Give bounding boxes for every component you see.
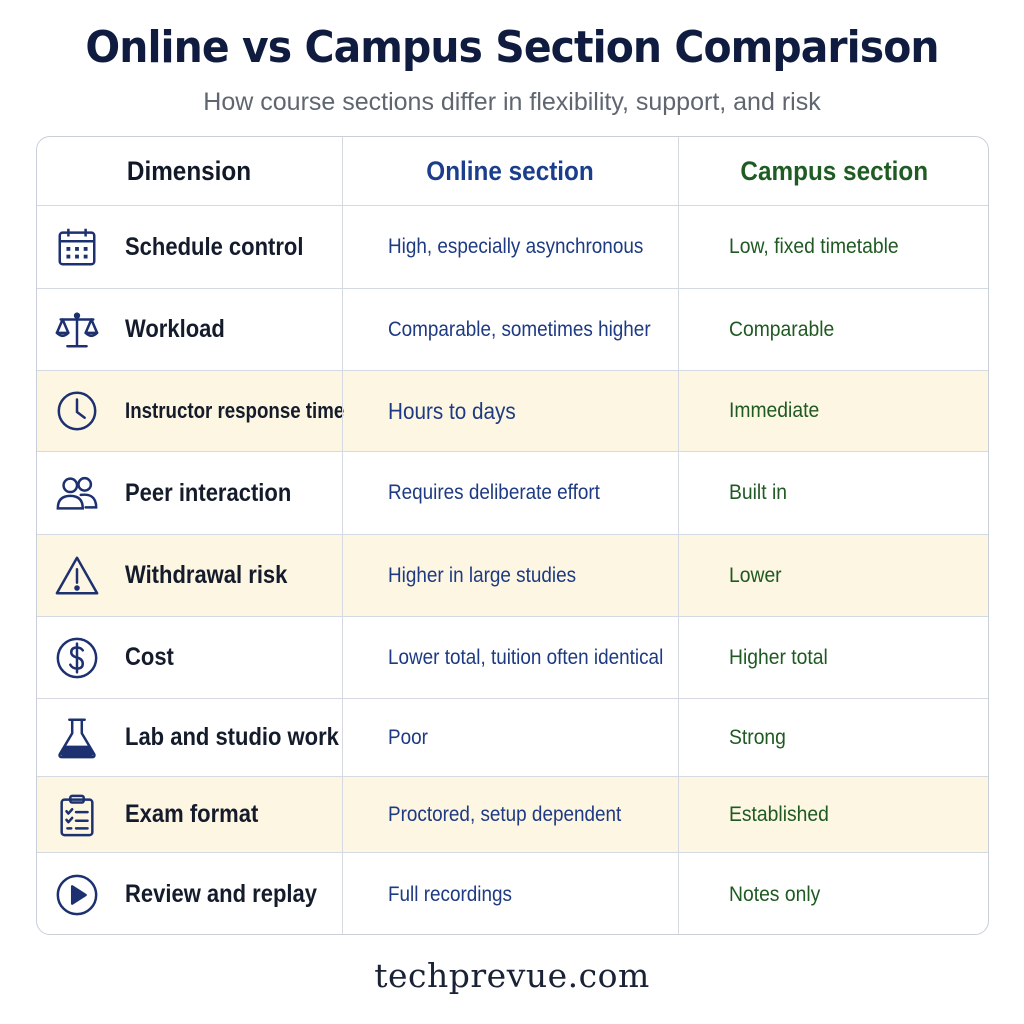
campus-value: Low, fixed timetable: [729, 235, 899, 258]
campus-cell: [678, 699, 989, 776]
dimension-label: Peer interaction: [125, 478, 292, 507]
page-subtitle: How course sections differ in flexibility, support, and risk: [203, 88, 821, 116]
campus-cell: [678, 777, 989, 852]
online-value: Higher in large studies: [388, 563, 577, 587]
header-dimension: Dimension: [127, 155, 252, 186]
dimension-label: Cost: [125, 643, 174, 671]
header-cell-campus: [678, 137, 989, 205]
campus-cell: [678, 535, 989, 616]
dimension-label: Workload: [125, 315, 225, 343]
clock-icon: [53, 387, 101, 435]
header-online: Online section: [426, 155, 595, 186]
campus-value: Strong: [729, 725, 786, 749]
dollar-icon: [53, 634, 101, 682]
table-header-row: [37, 137, 988, 206]
table-row: [37, 452, 988, 535]
dimension-cell: [37, 699, 342, 776]
online-value: Comparable, sometimes higher: [388, 317, 651, 341]
dimension-cell: [37, 617, 342, 698]
online-cell: [342, 289, 678, 370]
campus-value: Established: [729, 802, 829, 826]
dimension-cell: [37, 777, 342, 852]
campus-cell: [678, 853, 989, 935]
flask-icon: [53, 714, 101, 762]
campus-cell: [678, 452, 989, 534]
dimension-label: Schedule control: [125, 232, 304, 261]
online-value: High, especially asynchronous: [388, 235, 644, 258]
dimension-label: Exam format: [125, 800, 259, 828]
dimension-cell: [37, 371, 345, 451]
campus-cell: [678, 617, 989, 698]
campus-value: Comparable: [729, 317, 835, 341]
campus-value: Higher total: [729, 645, 828, 669]
dimension-cell: [37, 206, 342, 288]
dimension-label: Lab and studio work: [125, 723, 339, 751]
dimension-cell: [37, 289, 342, 370]
comparison-table: [36, 136, 989, 935]
online-cell: [342, 371, 678, 451]
online-value: Full recordings: [388, 882, 512, 906]
header-cell-online: [342, 137, 678, 205]
online-cell: [342, 535, 678, 616]
online-cell: [342, 699, 678, 776]
table-row: [37, 617, 988, 699]
header-campus: Campus section: [740, 155, 929, 186]
online-cell: [342, 777, 678, 852]
scale-icon: [53, 306, 101, 354]
footer-site-name: techprevue.com: [374, 956, 650, 995]
table-row: [37, 853, 988, 935]
table-row: [37, 371, 988, 452]
online-value: Lower total, tuition often identical: [388, 645, 664, 669]
clipboard-icon: [53, 791, 101, 839]
warning-icon: [53, 552, 101, 600]
online-cell: [342, 617, 678, 698]
dimension-label: Withdrawal risk: [125, 561, 288, 589]
table-row: [37, 699, 988, 777]
table-row: [37, 289, 988, 371]
table-row: [37, 777, 988, 853]
online-value: Hours to days: [388, 397, 516, 424]
page-title: Online vs Campus Section Comparison: [85, 22, 939, 73]
online-cell: [342, 853, 678, 935]
online-value: Poor: [388, 725, 428, 749]
campus-value: Notes only: [729, 882, 821, 906]
dimension-label: Review and replay: [125, 880, 317, 908]
campus-value: Immediate: [729, 399, 820, 422]
campus-cell: [678, 371, 989, 451]
dimension-cell: [37, 853, 342, 935]
campus-value: Lower: [729, 563, 782, 587]
campus-cell: [678, 206, 989, 288]
play-icon: [53, 871, 101, 919]
online-cell: [342, 206, 678, 288]
dimension-cell: [37, 452, 342, 534]
dimension-cell: [37, 535, 342, 616]
online-value: Requires deliberate effort: [388, 481, 600, 504]
table-row: [37, 206, 988, 289]
header-cell-dimension: [37, 137, 342, 205]
campus-cell: [678, 289, 989, 370]
online-cell: [342, 452, 678, 534]
people-icon: [53, 469, 101, 517]
table-row: [37, 535, 988, 617]
calendar-icon: [53, 223, 101, 271]
campus-value: Built in: [729, 481, 787, 504]
dimension-label: Instructor response time: [125, 398, 345, 423]
online-value: Proctored, setup dependent: [388, 802, 622, 826]
